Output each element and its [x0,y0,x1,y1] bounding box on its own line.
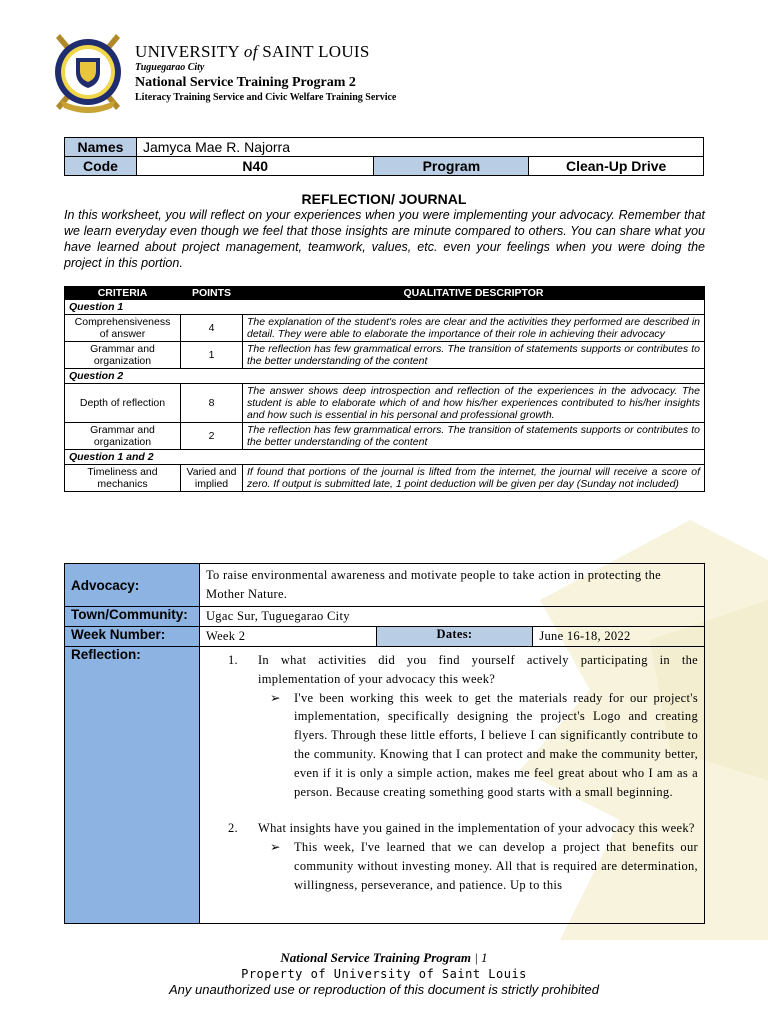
town-label: Town/Community: [65,607,200,627]
advocacy-label: Advocacy: [65,564,200,607]
answer-text: I've been working this week to get the materials ready for our project's implementation, specifically designing the project's Logo and creating flyers. Through these little efforts, I believe I can significantly contribute to the community. Knowing that I can protect and make the community better, even if it is only a simple action, makes me feel great about who I am as a person. Because creating something good starts with a small beginning. [293,690,698,799]
dates-value: June 16-18, 2022 [533,627,705,647]
names-label: Names [65,138,137,157]
reflection-label: Reflection: [65,647,200,924]
rubric-section-question-1-and-2: Question 1 and 2 [65,450,705,465]
rubric-descriptor: The reflection has few grammatical errors. The transition of statements supports or contributes to the better understanding of the content [243,342,705,369]
week-label: Week Number: [65,627,200,647]
rubric-header-points: POINTS [181,287,243,300]
town-value: Ugac Sur, Tuguegarao City [199,607,704,627]
rubric-criteria: Grammar and organization [65,342,181,369]
reflection-body [199,647,704,924]
code-value: N40 [136,157,374,176]
university-name: UNIVERSITY of SAINT LOUIS [135,42,370,61]
rubric-table [64,286,705,492]
rubric-points: Varied and implied [181,465,243,492]
rubric-header-criteria: CRITERIA [65,287,181,300]
rubric-section-question-1: Question 1 [65,300,705,315]
rubric-header-descriptor: QUALITATIVE DESCRIPTOR [243,287,705,300]
rubric-descriptor: If found that portions of the journal is lifted from the internet, the journal will receive a score of zero. If output is submitted late, 1 point deduction will be given per day (Sunday not included) [243,465,705,492]
rubric-section-question-2: Question 2 [65,369,705,384]
rubric-points: 4 [181,315,243,342]
footer-notice: Any unauthorized use or reproduction of this document is strictly prohibited [169,982,599,997]
advocacy-table [64,563,705,924]
program-subtitle: Literacy Training Service and Civic Welfare Training Service [135,92,397,103]
reflection-answer-1 [270,689,698,802]
page-number: | 1 [470,950,488,965]
university-seal-logo [46,30,130,120]
reflection-question-2 [228,819,698,838]
dates-label: Dates: [376,627,533,647]
rubric-descriptor: The explanation of the student's roles are clear and the activities they performed are described in detail. They were able to elaborate the importance of their role in achieving their advocacy [243,315,705,342]
student-info-table [64,137,704,176]
page-footer [0,950,768,998]
footer-property: Property of University of Saint Louis [241,967,527,981]
question-number: 1. [227,653,238,667]
rubric-criteria: Grammar and organization [65,423,181,450]
rubric-points: 8 [181,384,243,423]
names-value: Jamyca Mae R. Najorra [136,138,703,157]
reflection-answer-2 [270,838,698,894]
question-number: 2. [227,821,238,836]
intro-paragraph: In this worksheet, you will reflect on your experiences when you were implementing your advocacy. Remember that we learn everyday even though we feel that those insights are minute compared to others. You can share what you have learned about project management, teamwork, values, etc. even your feelings when you were doing the project in this portion. [64,208,705,270]
footer-program: National Service Training Program | 1 [280,950,488,965]
answer-text: This week, I've learned that we can develop a project that benefits our community without investing money. All that is required are determination, willingness, perseverance, and patience. Up to this [293,840,698,892]
question-text: In what activities did you find yourself actively participating in the implementation of your advocacy this week? [257,653,698,686]
rubric-criteria: Timeliness and mechanics [65,465,181,492]
advocacy-value: To raise environmental awareness and motivate people to take action in protecting the Mother Nature. [199,564,704,607]
rubric-criteria: Comprehensiveness of answer [65,315,181,342]
rubric-descriptor: The answer shows deep introspection and reflection of the experiences in the advocacy. The student is able to elaborate which of and how his/her experiences contributed to his/her insights and how such is essential in his personal and professional growth. [243,384,705,423]
arrow-bullet-icon: ➢ [269,840,281,855]
university-city: Tuguegarao City [135,62,205,73]
rubric-descriptor: The reflection has few grammatical errors. The transition of statements supports or contributes to the better understanding of the content [243,423,705,450]
question-text: What insights have you gained in the implementation of your advocacy this week? [257,821,695,836]
week-value: Week 2 [199,627,376,647]
arrow-bullet-icon: ➢ [269,690,281,705]
code-label: Code [65,157,137,176]
rubric-criteria: Depth of reflection [65,384,181,423]
rubric-points: 2 [181,423,243,450]
program-name: National Service Training Program 2 [135,75,356,90]
reflection-question-1 [228,651,698,689]
reflection-title: REFLECTION/ JOURNAL [301,191,467,207]
rubric-points: 1 [181,342,243,369]
program-label: Program [374,157,529,176]
program-value: Clean-Up Drive [529,157,704,176]
document-header [44,30,724,120]
